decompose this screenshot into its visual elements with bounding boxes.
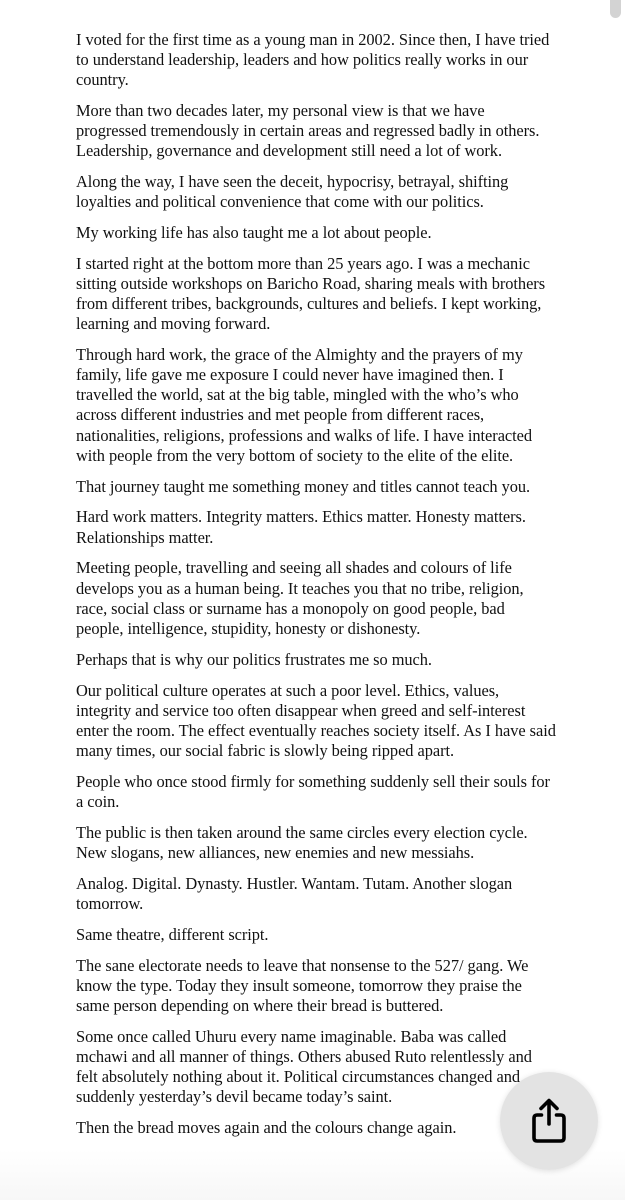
paragraph: Meeting people, travelling and seeing all shades and colours of life develops you as a human being. It teaches you that no tribe, religion, race, social class or surname has a monopoly on good people, bad people, intelligence, stupidity, honesty or dishonesty. (76, 558, 524, 638)
paragraph: Some once called Uhuru every name imaginable. Baba was called mchawi and all manner of things. Others abused Ruto relentlessly and felt absolutely nothing about it. Political circumstances changed and suddenly yesterday’s devil became today’s saint. (76, 1026, 532, 1106)
paragraph: Along the way, I have seen the deceit, hypocrisy, betrayal, shifting loyalties and political convenience that come with our politics. (76, 172, 509, 212)
paragraph: Analog. Digital. Dynasty. Hustler. Wantam. Tutam. Another slogan tomorrow. (76, 873, 513, 913)
paragraph: My working life has also taught me a lot about people. (76, 223, 432, 243)
paragraph: Hard work matters. Integrity matters. Ethics matter. Honesty matters. Relationships matter. (76, 507, 526, 547)
paragraph: Then the bread moves again and the colours change again. (76, 1117, 457, 1137)
paragraph: I started right at the bottom more than 25 years ago. I was a mechanic sitting outside workshops on Baricho Road, sharing meals with brothers from different tribes, backgrounds, cultures and beliefs. I kept working, learning and moving forward. (76, 254, 546, 334)
share-button[interactable] (500, 1072, 598, 1170)
paragraph: Perhaps that is why our politics frustrates me so much. (76, 649, 432, 669)
paragraph: The sane electorate needs to leave that nonsense to the 527/ gang. We know the type. Today they insult someone, tomorrow they praise the same person depending on where their bread is buttered. (76, 955, 529, 1015)
paragraph: Through hard work, the grace of the Almighty and the prayers of my family, life gave me exposure I could never have imagined then. I travelled the world, sat at the big table, mingled with the who’s who across different industries and met people from different races, nationalities, religions, professions and walks of life. I have interacted with people from the very bottom of society to the elite of the elite. (76, 345, 533, 465)
paragraph: The public is then taken around the same circles every election cycle. New slogans, new alliances, new enemies and new messiahs. (76, 822, 528, 862)
paragraph: People who once stood firmly for something suddenly sell their souls for a coin. (76, 771, 550, 811)
paragraph: Our political culture operates at such a poor level. Ethics, values, integrity and service too often disappear when greed and self-interest enter the room. The effect eventually reaches society itself. As I have said many times, our social fabric is slowly being ripped apart. (76, 680, 556, 760)
paragraph: That journey taught me something money and titles cannot teach you. (76, 476, 531, 496)
paragraph: Same theatre, different script. (76, 924, 269, 944)
article-body (76, 30, 556, 1149)
share-icon (529, 1098, 569, 1144)
scrollbar[interactable] (607, 0, 625, 1200)
paragraph: More than two decades later, my personal view is that we have progressed tremendously in certain areas and regressed badly in others. Leadership, governance and development still need a lot of work. (76, 101, 540, 161)
scrollbar-thumb[interactable] (610, 0, 621, 18)
paragraph: I voted for the first time as a young man in 2002. Since then, I have tried to understand leadership, leaders and how politics really works in our country. (76, 30, 550, 90)
